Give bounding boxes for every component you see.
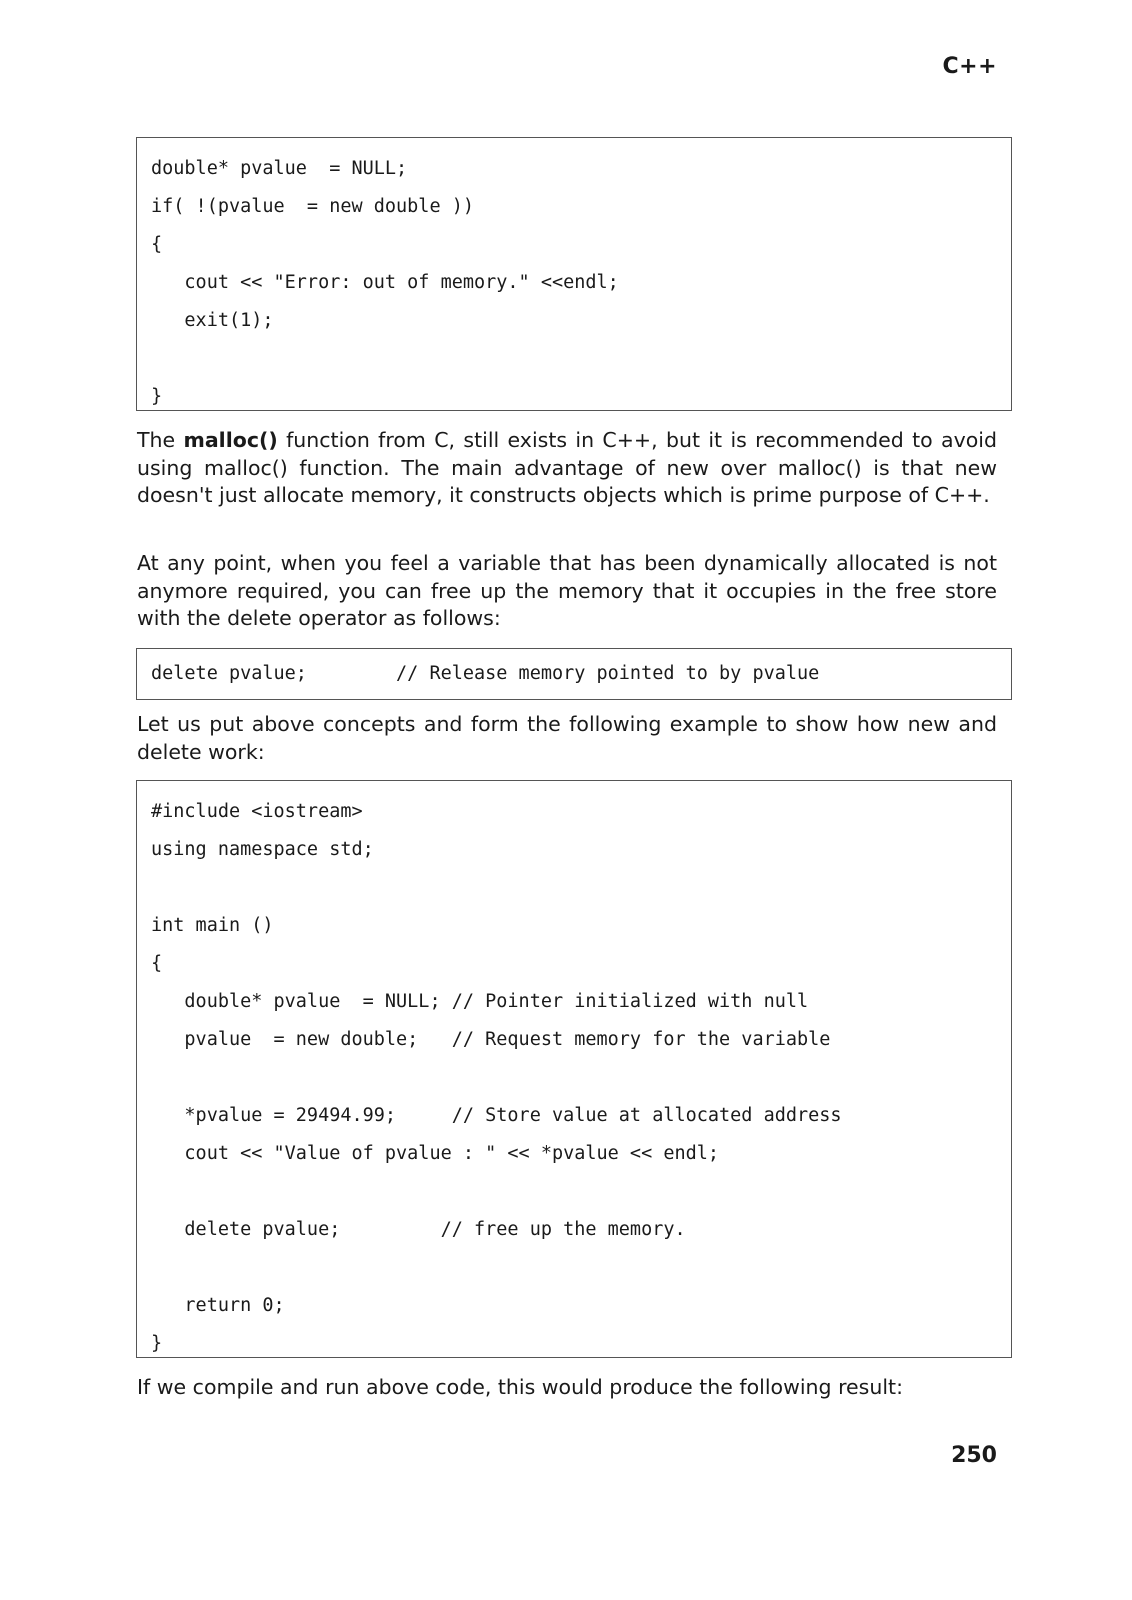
code-block-delete <box>136 648 1012 700</box>
code-line <box>151 869 997 907</box>
code-line: if( !(pvalue = new double )) <box>151 196 475 217</box>
code-line: double* pvalue = NULL; <box>151 158 408 179</box>
paragraph-example-intro: Let us put above concepts and form the following example to show how new and delete work: <box>137 712 997 764</box>
code-line: { <box>151 234 163 255</box>
code-line: return 0; <box>151 1295 285 1316</box>
paragraph-malloc-rest: function from C, still exists in C++, but it is recommended to avoid using malloc() function. The main advantage of new over malloc() is that new doesn't just allocate memory, it constructs objects which is prime purpose of C++. <box>137 428 997 507</box>
code-block-null-check <box>136 137 1012 411</box>
code-line: } <box>151 386 163 407</box>
code-block-example <box>136 780 1012 1358</box>
code-line <box>151 1249 997 1287</box>
code-line: { <box>151 953 163 974</box>
code-line: int main () <box>151 915 274 936</box>
code-line: *pvalue = 29494.99; // Store value at allocated address <box>151 1105 842 1126</box>
code-line: using namespace std; <box>151 839 374 860</box>
paragraph-result-intro: If we compile and run above code, this would produce the following result: <box>137 1375 903 1399</box>
page-number: 250 <box>951 1443 997 1468</box>
code-line: cout << "Value of pvalue : " << *pvalue << endl; <box>151 1143 720 1164</box>
code-line: pvalue = new double; // Request memory for the variable <box>151 1029 831 1050</box>
code-line <box>151 340 997 378</box>
code-line: cout << "Error: out of memory." <<endl; <box>151 272 619 293</box>
code-line: #include <iostream> <box>151 801 363 822</box>
paragraph-malloc <box>137 427 997 510</box>
code-line: delete pvalue; // Release memory pointed to by pvalue <box>151 663 820 684</box>
code-line: exit(1); <box>151 310 274 331</box>
code-line: } <box>151 1333 163 1354</box>
paragraph-malloc-lead: The <box>137 428 184 452</box>
paragraph-malloc-bold-term: malloc() <box>183 428 278 452</box>
code-line: double* pvalue = NULL; // Pointer initialized with null <box>151 991 809 1012</box>
code-line <box>151 1059 997 1097</box>
running-header-title: C++ <box>942 54 997 79</box>
code-line: delete pvalue; // free up the memory. <box>151 1219 686 1240</box>
code-line <box>151 1173 997 1211</box>
paragraph-delete-intro: At any point, when you feel a variable that has been dynamically allocated is not anymore required, you can free up the memory that it occupies in the free store with the delete operator as follows: <box>137 551 997 630</box>
